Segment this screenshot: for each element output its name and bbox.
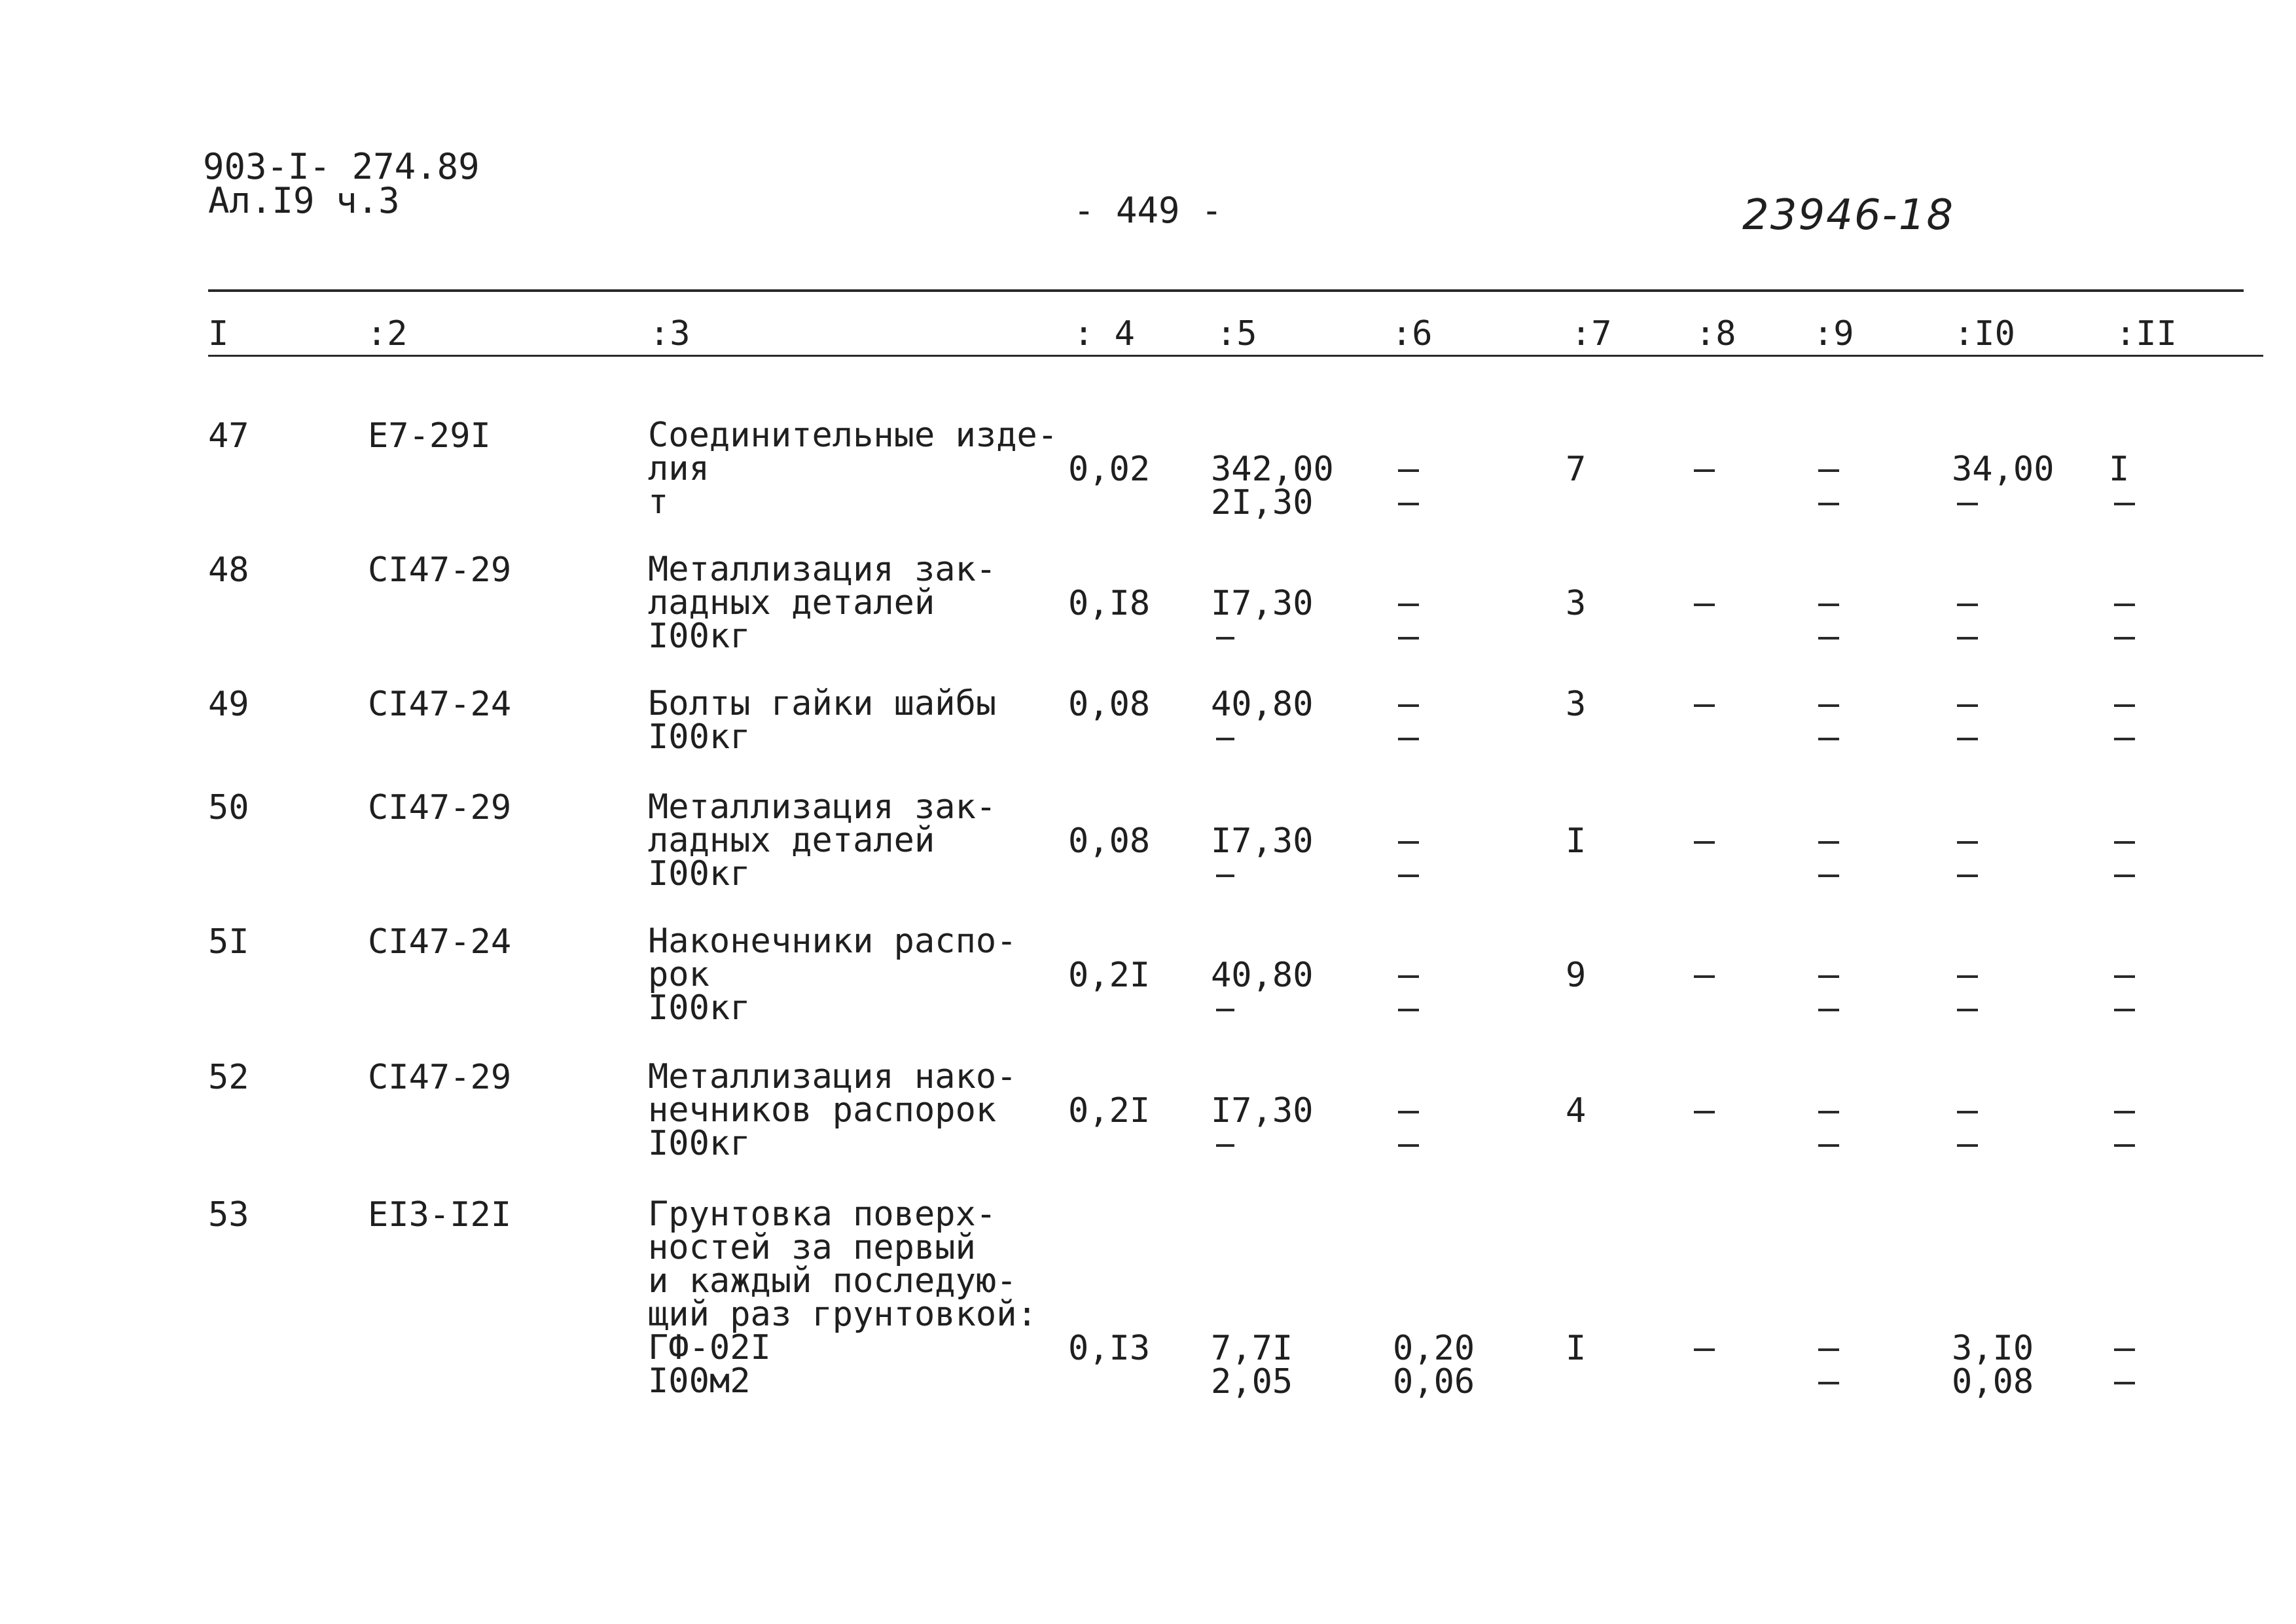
item-description-line: I00кг — [648, 1124, 751, 1163]
cell-c5: 7,7I — [1211, 1329, 1293, 1368]
col-header-6: :6 — [1391, 314, 1433, 353]
cell-c6-dash — [1398, 738, 1419, 740]
cell-c4: 0,02 — [1068, 450, 1151, 489]
cell-c5-dash — [1216, 738, 1234, 740]
top-rule — [208, 289, 2244, 292]
cell-c9-dash — [1818, 1009, 1839, 1011]
cell-c9-dash — [1818, 975, 1839, 978]
item-code: CI47-29 — [368, 788, 512, 827]
cell-c6-dash — [1398, 1009, 1419, 1011]
cell-c9-dash — [1818, 1382, 1839, 1384]
cell-c5: 342,00 — [1211, 450, 1334, 489]
cell-c6-dash — [1398, 841, 1419, 844]
item-description-line: I00кг — [648, 988, 751, 1028]
cell-c9-dash — [1818, 637, 1839, 640]
sheet-reference: Ал.I9 ч.3 — [208, 180, 400, 221]
item-description-line: Металлизация зак- — [648, 787, 997, 827]
item-description-line: ностей за первый — [648, 1228, 976, 1267]
item-description-line: I00кг — [648, 717, 751, 757]
cell-c10: 34,00 — [1952, 450, 2054, 489]
cell-c8-dash — [1694, 704, 1715, 707]
cell-c10-dash — [1957, 975, 1978, 978]
cell-c7: 3 — [1566, 584, 1587, 623]
cell-c4: 0,I8 — [1068, 584, 1151, 623]
item-code: E7-29I — [368, 416, 491, 456]
row-number: 48 — [208, 550, 249, 590]
cell-c11: I — [2109, 450, 2130, 489]
item-code: CI47-29 — [368, 1058, 512, 1097]
cell-c9-dash — [1818, 1144, 1839, 1147]
page-number: - 449 - — [1073, 190, 1223, 231]
cell-c10-dash — [1957, 875, 1978, 877]
cell-c6-dash — [1398, 1111, 1419, 1113]
cell-c10-dash — [1957, 841, 1978, 844]
cell-c10: 3,I0 — [1952, 1329, 2034, 1368]
cell-c9-dash — [1818, 738, 1839, 740]
item-description-line: Соединительные изде- — [648, 416, 1058, 455]
cell-c9-dash — [1818, 1348, 1839, 1351]
cell-c11-dash — [2114, 503, 2135, 505]
cell-c6-dash — [1398, 469, 1419, 472]
item-description-line: ладных деталей — [648, 821, 935, 860]
cell-c6-dash — [1398, 503, 1419, 505]
document-code: 903-I- 274.89 — [203, 146, 480, 187]
cell-c4: 0,08 — [1068, 821, 1151, 861]
cell-c11-dash — [2114, 738, 2135, 740]
cell-c8-dash — [1694, 1348, 1715, 1351]
item-description-line: и каждый последую- — [648, 1261, 1017, 1301]
cell-c8-dash — [1694, 1111, 1715, 1113]
cell-c5: I7,30 — [1211, 584, 1314, 623]
item-description-line: Металлизация нако- — [648, 1057, 1017, 1096]
cell-c5: 40,80 — [1211, 685, 1314, 724]
col-header-10: :I0 — [1954, 314, 2015, 353]
col-header-5: :5 — [1216, 314, 1257, 353]
cell-c11-dash — [2114, 841, 2135, 844]
cell-c9-dash — [1818, 469, 1839, 472]
cell-c4: 0,08 — [1068, 685, 1151, 724]
cell-c9-dash — [1818, 841, 1839, 844]
cell-c10-dash — [1957, 1144, 1978, 1147]
cell-c11-dash — [2114, 604, 2135, 606]
item-code: CI47-24 — [368, 922, 512, 962]
cell-c8-dash — [1694, 975, 1715, 978]
item-description-line: рок — [648, 955, 709, 994]
cell-c5-dash — [1216, 875, 1234, 877]
cell-c6-dash — [1398, 704, 1419, 707]
row-number: 49 — [208, 685, 249, 724]
cell-c10-dash — [1957, 604, 1978, 606]
cell-c9-dash — [1818, 604, 1839, 606]
cell-c6-dash — [1398, 604, 1419, 606]
cell-c5: I7,30 — [1211, 821, 1314, 861]
cell-c5: 40,80 — [1211, 956, 1314, 995]
item-description-line: Металлизация зак- — [648, 550, 997, 589]
item-code: CI47-24 — [368, 685, 512, 724]
col-header-11: :II — [2115, 314, 2177, 353]
item-description-line: лия — [648, 449, 709, 488]
cell-c9-dash — [1818, 1111, 1839, 1113]
cell-c7: I — [1566, 1329, 1587, 1368]
row-number: 50 — [208, 788, 249, 827]
cell-c7: I — [1566, 821, 1587, 861]
cell-c10-dash — [1957, 704, 1978, 707]
item-description-line: т — [648, 482, 669, 522]
cell-c4: 0,2I — [1068, 956, 1151, 995]
cell-c11-dash — [2114, 975, 2135, 978]
cell-c6-dash — [1398, 975, 1419, 978]
item-description-line: щий раз грунтовкой: — [648, 1295, 1037, 1334]
item-description-line: I00кг — [648, 854, 751, 893]
col-header-3: :3 — [649, 314, 691, 353]
cell-c7: 9 — [1566, 956, 1587, 995]
item-code: CI47-29 — [368, 550, 512, 590]
cell-c6: 0,06 — [1393, 1362, 1475, 1401]
item-code: EI3-I2I — [368, 1195, 512, 1235]
col-header-1: I — [208, 314, 229, 353]
cell-c11-dash — [2114, 1111, 2135, 1113]
cell-c5-dash — [1216, 1144, 1234, 1147]
cell-c10-dash — [1957, 738, 1978, 740]
cell-c4: 0,2I — [1068, 1091, 1151, 1130]
cell-c7: 4 — [1566, 1091, 1587, 1130]
cell-c11-dash — [2114, 1348, 2135, 1351]
col-header-9: :9 — [1813, 314, 1854, 353]
cell-c7: 7 — [1566, 450, 1587, 489]
cell-c6-dash — [1398, 1144, 1419, 1147]
cell-c11-dash — [2114, 875, 2135, 877]
row-number: 5I — [208, 922, 249, 962]
item-description-line: ГФ-02I — [648, 1328, 771, 1367]
col-header-4: : 4 — [1073, 314, 1135, 353]
cell-c7: 3 — [1566, 685, 1587, 724]
cell-c10-dash — [1957, 1009, 1978, 1011]
row-number: 53 — [208, 1195, 249, 1235]
cell-c10-dash — [1957, 503, 1978, 505]
cell-c10-dash — [1957, 637, 1978, 640]
item-description-line: ладных деталей — [648, 583, 935, 623]
cell-c5: 2I,30 — [1211, 483, 1314, 522]
cell-c5-dash — [1216, 637, 1234, 640]
cell-c9-dash — [1818, 704, 1839, 707]
cell-c6-dash — [1398, 875, 1419, 877]
header-rule — [208, 355, 2263, 357]
row-number: 47 — [208, 416, 249, 456]
cell-c11-dash — [2114, 637, 2135, 640]
col-header-8: :8 — [1695, 314, 1736, 353]
cell-c5: I7,30 — [1211, 1091, 1314, 1130]
cell-c5: 2,05 — [1211, 1362, 1293, 1401]
cell-c9-dash — [1818, 503, 1839, 505]
item-description-line: Болты гайки шайбы — [648, 684, 997, 723]
cell-c10-dash — [1957, 1111, 1978, 1113]
cell-c11-dash — [2114, 1144, 2135, 1147]
cell-c6-dash — [1398, 637, 1419, 640]
cell-c8-dash — [1694, 469, 1715, 472]
cell-c9-dash — [1818, 875, 1839, 877]
item-description-line: нечников распорок — [648, 1091, 997, 1130]
cell-c11-dash — [2114, 1382, 2135, 1384]
item-description-line: Наконечники распо- — [648, 922, 1017, 961]
cell-c10: 0,08 — [1952, 1362, 2034, 1401]
cell-c11-dash — [2114, 704, 2135, 707]
item-description-line: I00кг — [648, 617, 751, 656]
cell-c6: 0,20 — [1393, 1329, 1475, 1368]
cell-c11-dash — [2114, 1009, 2135, 1011]
handwritten-stamp-number: 23946-18 — [1742, 191, 1955, 240]
cell-c4: 0,I3 — [1068, 1329, 1151, 1368]
col-header-7: :7 — [1571, 314, 1612, 353]
cell-c8-dash — [1694, 841, 1715, 844]
item-description-line: Грунтовка поверх- — [648, 1195, 997, 1234]
item-description-line: I00м2 — [648, 1362, 751, 1401]
cell-c5-dash — [1216, 1009, 1234, 1011]
col-header-2: :2 — [367, 314, 408, 353]
cell-c8-dash — [1694, 604, 1715, 606]
row-number: 52 — [208, 1058, 249, 1097]
